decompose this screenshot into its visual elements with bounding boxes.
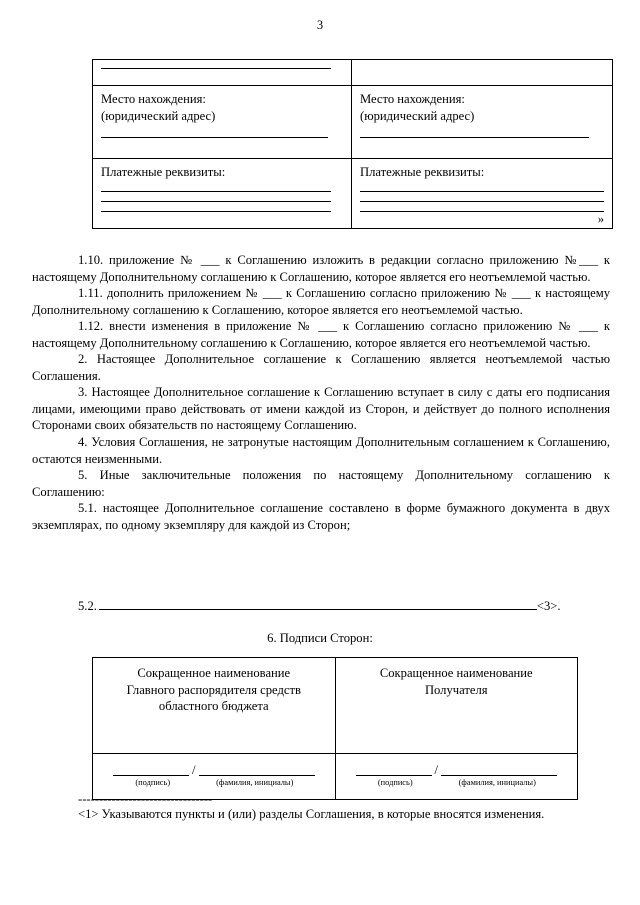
location-sublabel: (юридический адрес)	[101, 108, 216, 123]
fill-rule	[101, 191, 331, 192]
signatures-table	[92, 657, 578, 800]
signatory-title-line-3: областного бюджета	[158, 699, 269, 713]
fill-rule	[101, 68, 331, 69]
paragraph-2: 2. Настоящее Дополнительное соглашение к Соглашению является неотъемлемой частью Соглашения.	[32, 352, 610, 383]
payment-details-label: Платежные реквизиты:	[360, 165, 485, 179]
table-row	[93, 60, 613, 86]
fill-rule	[360, 211, 604, 212]
signature-caption: (подпись)	[377, 778, 413, 787]
signatory-title-right	[335, 658, 578, 754]
paragraph-1-10: 1.10. приложение № ___ к Соглашению изложить в редакции согласно приложению №___ к настоящему Дополнительному соглашению к Соглашению, которое является его неотъемлемой частью.	[32, 253, 610, 284]
requisites-cell-location-left	[93, 86, 352, 159]
table-row	[93, 658, 578, 754]
fill-rule	[360, 201, 604, 202]
fill-rule	[101, 137, 328, 138]
fill-rule	[360, 137, 589, 138]
signature-separator: /	[434, 763, 438, 777]
signature-line	[356, 763, 432, 776]
paragraph-5-1: 5.1. настоящее Дополнительное соглашение составлено в форме бумажного документа в двух экземплярах, по одному экземпляру для каждой из Сторон;	[32, 501, 610, 532]
name-caption: (фамилия, инициалы)	[458, 778, 536, 787]
signatory-title-line-2: Получателя	[424, 682, 488, 697]
clause-5-2-number: 5.2.	[78, 599, 97, 613]
requisites-cell-location-right	[352, 86, 613, 159]
clause-5-2-footnote-marker: <3>.	[536, 599, 561, 613]
paragraph-1-12: 1.12. внести изменения в приложение № ___ к Соглашению согласно приложению № ___ к настоящему Дополнительному соглашению к Соглашению, которое является его неотъемлемой частью.	[32, 319, 610, 350]
location-sublabel: (юридический адрес)	[360, 108, 475, 123]
signatory-title-line-1: Сокращенное наименование	[379, 666, 533, 680]
requisites-cell-top-right	[352, 60, 613, 86]
signature-separator: /	[192, 763, 196, 777]
paragraph-1-11: 1.11. дополнить приложением № ___ к Соглашению согласно приложению № ___ к настоящему Дополнительному соглашению к Соглашению, которое является его неотъемлемой частью.	[32, 286, 610, 317]
footnote-divider: --------------------------------	[78, 792, 213, 806]
closing-quote: »	[597, 211, 604, 226]
signature-line	[113, 763, 189, 776]
signatory-title-line-1: Сокращенное наименование	[137, 666, 291, 680]
fill-rule	[101, 201, 331, 202]
requisites-cell-payment-right	[352, 159, 613, 229]
location-label: Место нахождения:	[360, 92, 465, 106]
fill-rule	[101, 211, 331, 212]
signatory-title-left	[93, 658, 336, 754]
name-line	[199, 763, 315, 776]
requisites-cell-top-left	[93, 60, 352, 86]
clause-5-2	[32, 598, 610, 615]
paragraph-5: 5. Иные заключительные положения по настоящему Дополнительному соглашению к Соглашению:	[32, 468, 610, 499]
page-number: 3	[316, 18, 324, 32]
fill-rule	[99, 598, 537, 610]
signature-caption: (подпись)	[135, 778, 171, 787]
payment-details-label: Платежные реквизиты:	[101, 165, 226, 179]
requisites-cell-payment-left	[93, 159, 352, 229]
body-text-block	[32, 252, 610, 533]
fill-rule	[360, 191, 604, 192]
footnote-block	[32, 806, 610, 823]
requisites-table	[92, 59, 613, 229]
signatures-heading: 6. Подписи Сторон:	[267, 631, 373, 645]
signature-cell-right	[335, 754, 578, 800]
table-row	[93, 86, 613, 159]
footnote-text: <1> Указываются пункты и (или) разделы Соглашения, в которые вносятся изменения.	[78, 807, 545, 821]
name-caption: (фамилия, инициалы)	[216, 778, 294, 787]
signatory-title-line-2: Главного распорядителя средств	[126, 682, 301, 697]
paragraph-3: 3. Настоящее Дополнительное соглашение к Соглашению вступает в силу с даты его подписания лицами, имеющими право действовать от имени каждой из Сторон, и действует до полного исполнения Сторонами своих обязательств по настоящему Соглашению.	[32, 385, 610, 433]
table-row	[93, 159, 613, 229]
name-line	[441, 763, 557, 776]
location-label: Место нахождения:	[101, 92, 206, 106]
paragraph-4: 4. Условия Соглашения, не затронутые настоящим Дополнительным соглашением к Соглашению, остаются неизменными.	[32, 435, 610, 466]
